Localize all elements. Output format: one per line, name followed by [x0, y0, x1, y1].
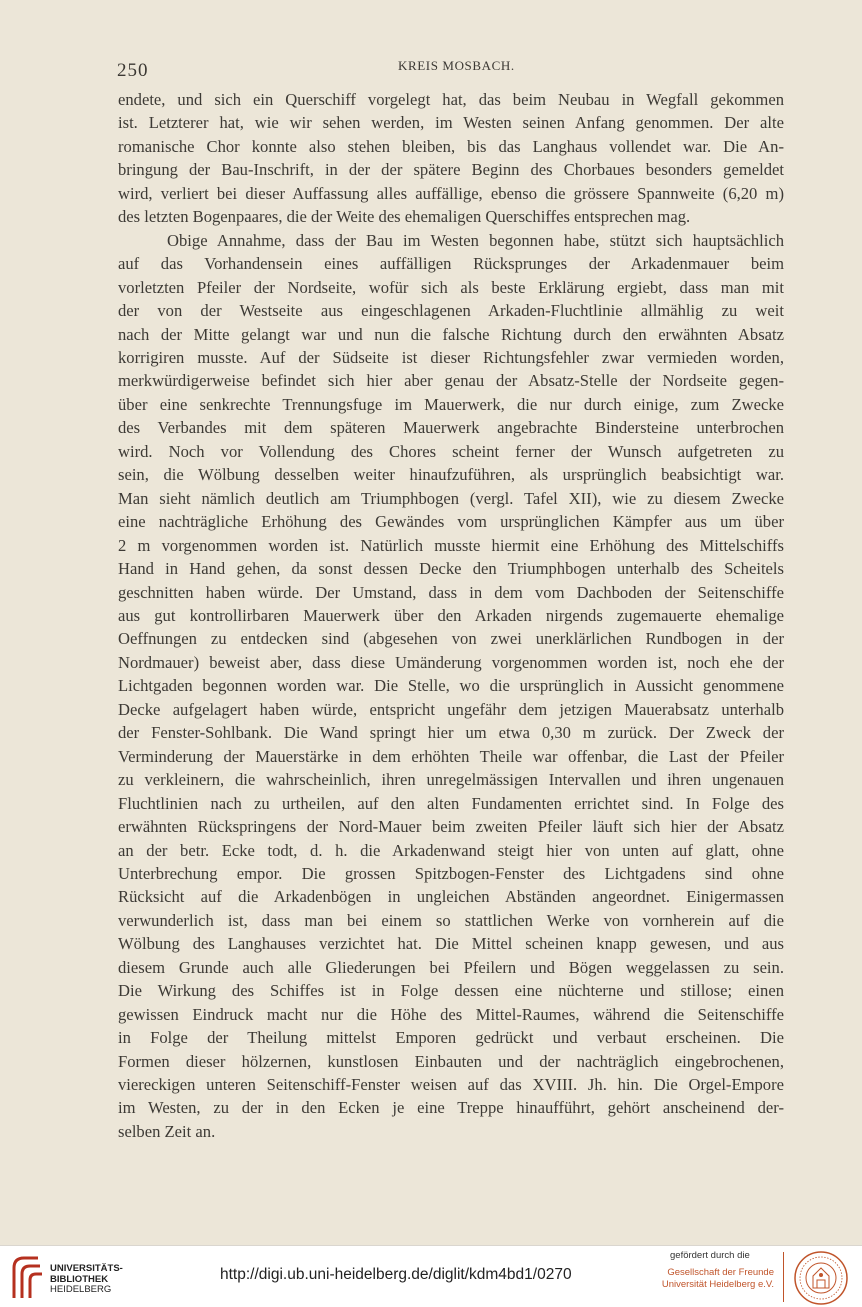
text-line: aus gut kontrollirbaren Mauerwerk über den Arkaden nirgends zugemauerte ehemalige — [118, 605, 784, 625]
text-line: Obige Annahme, dass der Bau im Westen begonnen habe, stützt sich hauptsächlich — [167, 230, 784, 250]
text-line: Verminderung der Mauerstärke in dem erhöhten Theile war offenbar, die Last der Pfeiler — [118, 746, 784, 766]
text-line: Die Wirkung des Schiffes ist in Folge dessen eine nüchterne und stillose; einen — [118, 981, 784, 1001]
university-library-logo — [8, 1254, 44, 1300]
library-name — [50, 1264, 123, 1296]
paragraph — [118, 88, 784, 229]
text-line: Fluchtlinien nach zu urtheilen, auf den alten Fundamenten errichtet sind. In Folge des — [118, 793, 784, 813]
footer-bar — [0, 1245, 862, 1307]
text-line: eine nachträgliche Erhöhung des Gewändes vom ursprünglichen Kämpfer aus um über — [118, 512, 784, 532]
text-line: diesem Grunde auch alle Gliederungen bei Pfeilern und Bögen weggelassen zu sein. — [118, 957, 784, 977]
text-line: auf das Vorhandensein eines auffälligen Rücksprunges der Arkadenmauer beim — [118, 254, 784, 274]
text-line: zu verkleinern, die wahrscheinlich, ihren unregelmässigen Intervallen und ihren ungenauen — [118, 770, 784, 790]
text-line: Nordmauer) beweist aber, dass diese Umänderung vorgenommen worden ist, noch ehe der — [118, 652, 784, 672]
text-line: Decke aufgelagert haben würde, entspricht ungefähr dem jetzigen Mauerabsatz unterhalb — [118, 699, 784, 719]
text-line: nach der Mitte gelangt war und nun die falsche Richtung durch den erwähnten Absatz — [118, 324, 784, 344]
text-line: Hand in Hand gehen, da sonst dessen Decke den Triumphbogen unterhalb des Scheitels — [118, 559, 784, 579]
text-line: endete, und sich ein Querschiff vorgelegt hat, das beim Neubau in Wegfall gekommen — [118, 90, 784, 109]
page-header — [0, 56, 862, 80]
paragraph — [118, 229, 784, 1144]
text-line: geschnitten haben würde. Der Umstand, dass in dem vom Dachboden der Seitenschiffe — [118, 582, 784, 602]
funder-divider — [783, 1252, 784, 1302]
text-line: des Verbandes mit dem späteren Mauerwerk angebrachte Bindersteine unterbrochen — [118, 418, 784, 438]
text-line: Rücksicht auf die Arkadenbögen in ungleichen Abständen angeordnet. Einigermassen — [118, 887, 784, 907]
text-line: an der betr. Ecke todt, d. h. die Arkadenwand steigt hier von unten auf glatt, ohne — [118, 840, 784, 860]
text-line: ist. Letzterer hat, wie wir sehen werden, im Westen seinen Anfang genommen. Der alte — [118, 113, 784, 133]
text-line: selben Zeit an. — [118, 1121, 216, 1141]
text-line: merkwürdigerweise befindet sich hier aber genau der Absatz-Stelle der Nordseite gegen- — [118, 371, 784, 391]
text-line: korrigiren musste. Auf der Südseite ist dieser Richtungsfehler zwar vermieden worden, — [118, 347, 784, 367]
text-line: Man sieht nämlich deutlich am Triumphbogen (vergl. Tafel XII), wie zu diesem Zwecke — [118, 488, 784, 508]
text-line: verwunderlich ist, dass man bei einem so stattlichen Werke von vornherein auf die — [118, 910, 784, 930]
library-name-line: HEIDELBERG — [50, 1284, 112, 1295]
text-line: erwähnten Rückspringens der Nord-Mauer beim zweiten Pfeiler läuft sich hier der Absatz — [118, 817, 784, 837]
text-line: gewissen Eindruck macht nur die Höhe des Mittel-Raumes, während die Seitenschiffe — [118, 1004, 784, 1024]
text-line: in Folge der Theilung mittelst Emporen gedrückt und verbaut erscheinen. Die — [118, 1028, 784, 1048]
funder-name — [662, 1267, 774, 1291]
library-name-line: BIBLIOTHEK — [50, 1273, 109, 1285]
text-line: wird. Noch vor Vollendung des Chores scheint ferner der Wunsch aufgetreten zu — [118, 441, 784, 461]
text-line: wird, verliert bei dieser Auffassung alles auffällige, ebenso die grössere Spannweite (6,20 m) — [118, 183, 784, 203]
page-number: 250 — [117, 60, 149, 81]
text-line: der von der Westseite aus eingeschlagenen Arkaden-Fluchtlinie allmählig zu weit — [118, 301, 784, 321]
text-line: im Westen, zu der in den Ecken je eine Treppe hinaufführt, gehört anscheinend der- — [118, 1098, 784, 1118]
text-line: sein, die Wölbung desselben weiter hinaufzuführen, als ursprünglich beabsichtigt war. — [118, 465, 784, 485]
funder-name-line: Gesellschaft der Freunde — [667, 1267, 774, 1278]
text-line: bringung der Bau-Inschrift, in der der spätere Beginn des Chorbaues besonders gemeldet — [118, 160, 784, 180]
text-line: vorletzten Pfeiler der Nordseite, wofür sich als beste Erklärung ergiebt, dass man mit — [118, 277, 784, 297]
text-line: romanische Chor konnte also stehen bleiben, bis das Langhaus vollendet war. Die An- — [118, 136, 784, 156]
text-line: Lichtgaden begonnen worden war. Die Stelle, wo die ursprünglich in Aussicht genommene — [118, 676, 784, 696]
text-line: Oeffnungen zu entdecken sind (abgesehen von zwei unerklärlichen Rundbogen in der — [118, 629, 784, 649]
text-line: der Fenster-Sohlbank. Die Wand springt hier um etwa 0,30 m zurück. Der Zweck der — [118, 723, 784, 743]
text-line: Formen dieser hölzernen, kunstlosen Einbauten und der nachträglich eingebrochenen, — [118, 1051, 784, 1071]
text-line: Unterbrechung empor. Die grossen Spitzbogen-Fenster des Lichtgadens sind ohne — [118, 863, 784, 883]
source-url-link[interactable]: http://digi.ub.uni-heidelberg.de/diglit/kdm4bd1/0270 — [220, 1266, 572, 1283]
funder-name-line: Universität Heidelberg e.V. — [661, 1279, 774, 1290]
running-head: KREIS MOSBACH. — [398, 58, 515, 73]
library-name-line: UNIVERSITÄTS- — [50, 1263, 123, 1274]
funded-by-label: gefördert durch die — [670, 1250, 750, 1261]
text-line: Wölbung des Langhauses verzichtet hat. Die Mittel scheinen knapp gewesen, und aus — [118, 934, 784, 954]
university-seal-icon — [793, 1250, 849, 1306]
text-line: viereckigen unteren Seitenschiff-Fenster weisen auf das XVIII. Jh. hin. Die Orgel-Empore — [118, 1075, 784, 1095]
text-line: über eine senkrechte Trennungsfuge im Mauerwerk, die nur durch einige, zum Zwecke — [118, 394, 784, 414]
text-line: des letzten Bogenpaares, die der Weite des ehemaligen Querschiffes entsprechen mag. — [118, 207, 691, 227]
text-line: 2 m vorgenommen worden ist. Natürlich musste hiermit eine Erhöhung des Mittelschiffs — [118, 535, 784, 555]
body-text — [118, 88, 784, 1143]
